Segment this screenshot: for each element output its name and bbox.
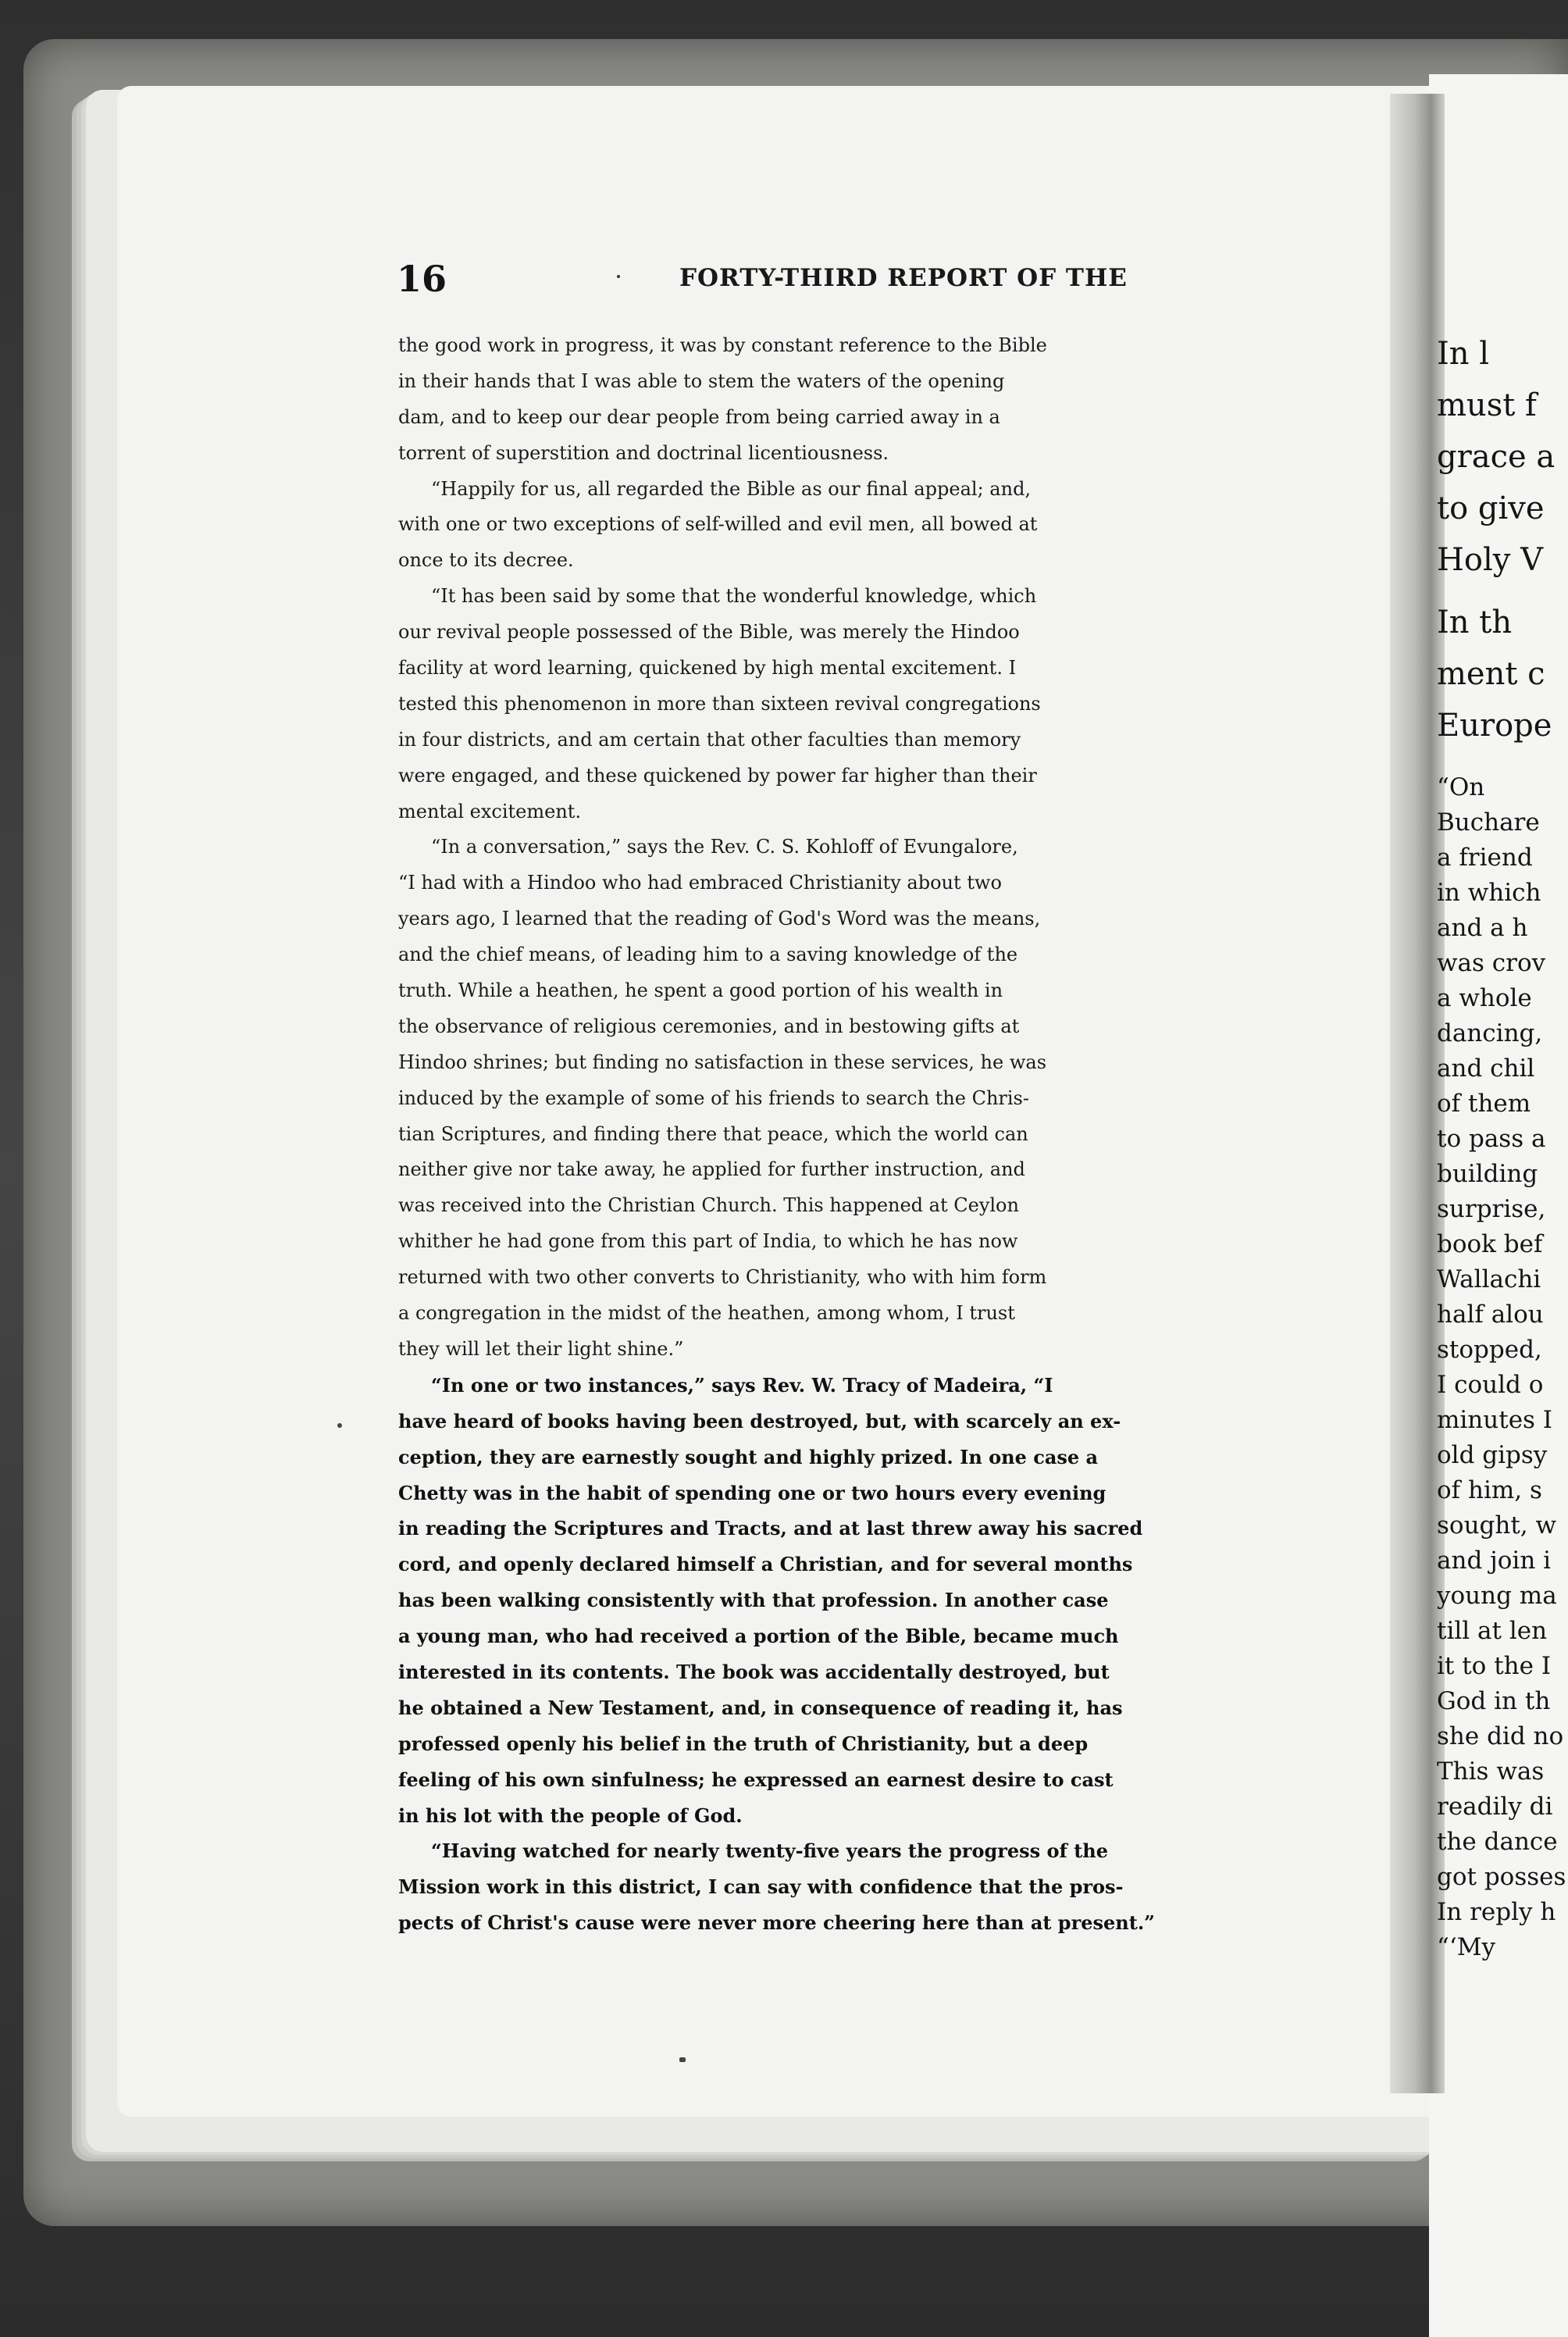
text-line: tested this phenomenon in more than sixteen revival congregations	[398, 692, 1041, 715]
right-page-line: a whole	[1437, 984, 1532, 1012]
right-page-line: young ma	[1437, 1582, 1557, 1610]
right-page-line: stopped,	[1437, 1336, 1542, 1364]
text-line: interested in its contents. The book was accidentally destroyed, but	[398, 1660, 1110, 1683]
text-line: facility at word learning, quickened by high mental excitement. I	[398, 657, 1017, 680]
right-page-line: “‘My	[1437, 1933, 1495, 1961]
running-title: FORTY-THIRD REPORT OF THE	[679, 264, 1128, 292]
right-page-line: God in th	[1437, 1687, 1551, 1715]
right-page-line: must f	[1437, 387, 1537, 423]
text-line: whither he had gone from this part of India, to which he has now	[398, 1230, 1018, 1253]
right-page-line: Buchare	[1437, 808, 1540, 837]
text-line: neither give nor take away, he applied for further instruction, and	[398, 1158, 1025, 1181]
right-page-line: building	[1437, 1160, 1538, 1188]
text-line: dam, and to keep our dear people from being carried away in a	[398, 405, 1000, 428]
margin-mark	[337, 1423, 342, 1428]
text-line: a young man, who had received a portion of the Bible, became much	[398, 1625, 1119, 1648]
text-line: “In one or two instances,” says Rev. W. Tracy of Madeira, “I	[431, 1373, 1053, 1397]
right-page-line: and join i	[1437, 1547, 1552, 1575]
text-line: in his lot with the people of God.	[398, 1804, 743, 1827]
right-page-text-fragment	[1437, 328, 1568, 1965]
right-page-line: Wallachi	[1437, 1265, 1541, 1293]
text-line: Hindoo shrines; but finding no satisfaction in these services, he was	[398, 1051, 1047, 1073]
text-line: the observance of religious ceremonies, and in bestowing gifts at	[398, 1015, 1020, 1037]
right-page-line: grace a	[1437, 439, 1556, 475]
right-page-line: and a h	[1437, 914, 1528, 942]
text-line: with one or two exceptions of self-willed and evil men, all bowed at	[398, 513, 1038, 536]
right-page-line: of them	[1437, 1090, 1531, 1118]
text-line: they will let their light shine.”	[398, 1337, 684, 1360]
text-line: have heard of books having been destroyed, but, with scarcely an ex-	[398, 1409, 1121, 1433]
text-line: in four districts, and am certain that other faculties than memory	[398, 728, 1021, 751]
text-line: induced by the example of some of his friends to search the Chris-	[398, 1086, 1029, 1109]
text-line: was received into the Christian Church. This happened at Ceylon	[398, 1194, 1019, 1217]
right-page-line: Europe	[1437, 708, 1552, 744]
text-line: Mission work in this district, I can say with confidence that the pros-	[398, 1875, 1124, 1899]
right-page-line: “On	[1437, 773, 1485, 801]
right-page-line: to pass a	[1437, 1125, 1546, 1153]
right-page-line: I could o	[1437, 1371, 1544, 1399]
right-page-line: in which	[1437, 879, 1541, 907]
text-line: were engaged, and these quickened by power far higher than their	[398, 764, 1037, 787]
text-line: in their hands that I was able to stem the waters of the opening	[398, 369, 1005, 392]
right-page-line: it to the I	[1437, 1652, 1552, 1680]
text-line: “I had with a Hindoo who had embraced Christianity about two	[398, 872, 1002, 894]
right-page-line: old gipsy	[1437, 1441, 1548, 1469]
text-line: returned with two other converts to Christianity, who with him form	[398, 1266, 1047, 1289]
right-page-line: surprise,	[1437, 1195, 1546, 1223]
right-page-line: got posses	[1437, 1863, 1566, 1891]
text-line: feeling of his own sinfulness; he expressed an earnest desire to cast	[398, 1768, 1114, 1791]
text-line: the good work in progress, it was by constant reference to the Bible	[398, 334, 1047, 356]
text-line: ception, they are earnestly sought and highly prized. In one case a	[398, 1445, 1099, 1468]
text-line: “It has been said by some that the wonderful knowledge, which	[431, 585, 1037, 608]
text-line: once to its decree.	[398, 549, 574, 572]
text-line: professed openly his belief in the truth of Christianity, but a deep	[398, 1732, 1089, 1755]
header-dot	[617, 275, 620, 278]
text-line: truth. While a heathen, he spent a good portion of his wealth in	[398, 979, 1003, 1002]
text-line: pects of Christ's cause were never more cheering here than at present.”	[398, 1911, 1155, 1935]
text-line: tian Scriptures, and finding there that peace, which the world can	[398, 1122, 1028, 1145]
text-line: Chetty was in the habit of spending one or two hours every evening	[398, 1481, 1107, 1504]
right-page-line: dancing,	[1437, 1019, 1543, 1047]
text-line: our revival people possessed of the Bible, was merely the Hindoo	[398, 621, 1020, 644]
text-line: in reading the Scriptures and Tracts, and at last threw away his sacred	[398, 1517, 1143, 1540]
page-number: 16	[397, 258, 447, 300]
right-page-line: sought, w	[1437, 1511, 1557, 1540]
text-line: mental excitement.	[398, 800, 582, 822]
text-line: “In a conversation,” says the Rev. C. S. Kohloff of Evungalore,	[431, 836, 1018, 858]
text-line: has been walking consistently with that profession. In another case	[398, 1589, 1109, 1612]
text-line: and the chief means, of leading him to a saving knowledge of the	[398, 944, 1018, 966]
footer-mark	[679, 2057, 686, 2062]
right-page-line: till at len	[1437, 1617, 1548, 1645]
text-line: torrent of superstition and doctrinal licentiousness.	[398, 441, 889, 464]
right-page-line: readily di	[1437, 1793, 1553, 1821]
right-page-line: Holy V	[1437, 542, 1543, 578]
text-line: cord, and openly declared himself a Christian, and for several months	[398, 1553, 1133, 1576]
right-page-line: of him, s	[1437, 1476, 1542, 1504]
text-line: “Happily for us, all regarded the Bible as our final appeal; and,	[431, 477, 1032, 500]
right-page-line: half alou	[1437, 1301, 1544, 1329]
right-page-line: minutes I	[1437, 1406, 1553, 1434]
right-page-line: In th	[1437, 605, 1513, 640]
right-page-line: This was	[1437, 1757, 1545, 1786]
right-page-line: the dance	[1437, 1828, 1558, 1856]
text-line: a congregation in the midst of the heathen, among whom, I trust	[398, 1302, 1015, 1325]
text-line: he obtained a New Testament, and, in consequence of reading it, has	[398, 1696, 1123, 1719]
right-page-line: a friend	[1437, 844, 1533, 872]
right-page-line: she did no	[1437, 1722, 1564, 1750]
right-page-line: In l	[1437, 336, 1490, 372]
text-line: “Having watched for nearly twenty-five years the progress of the	[431, 1839, 1109, 1863]
main-text-column	[398, 328, 1413, 1941]
right-page-line: and chil	[1437, 1054, 1535, 1083]
right-page-line: to give	[1437, 491, 1545, 526]
text-line: years ago, I learned that the reading of God's Word was the means,	[398, 908, 1041, 930]
right-page-line: In reply h	[1437, 1898, 1556, 1926]
right-page-line: ment c	[1437, 656, 1545, 692]
right-page-line: book bef	[1437, 1230, 1543, 1258]
right-page-line: was crov	[1437, 949, 1546, 977]
